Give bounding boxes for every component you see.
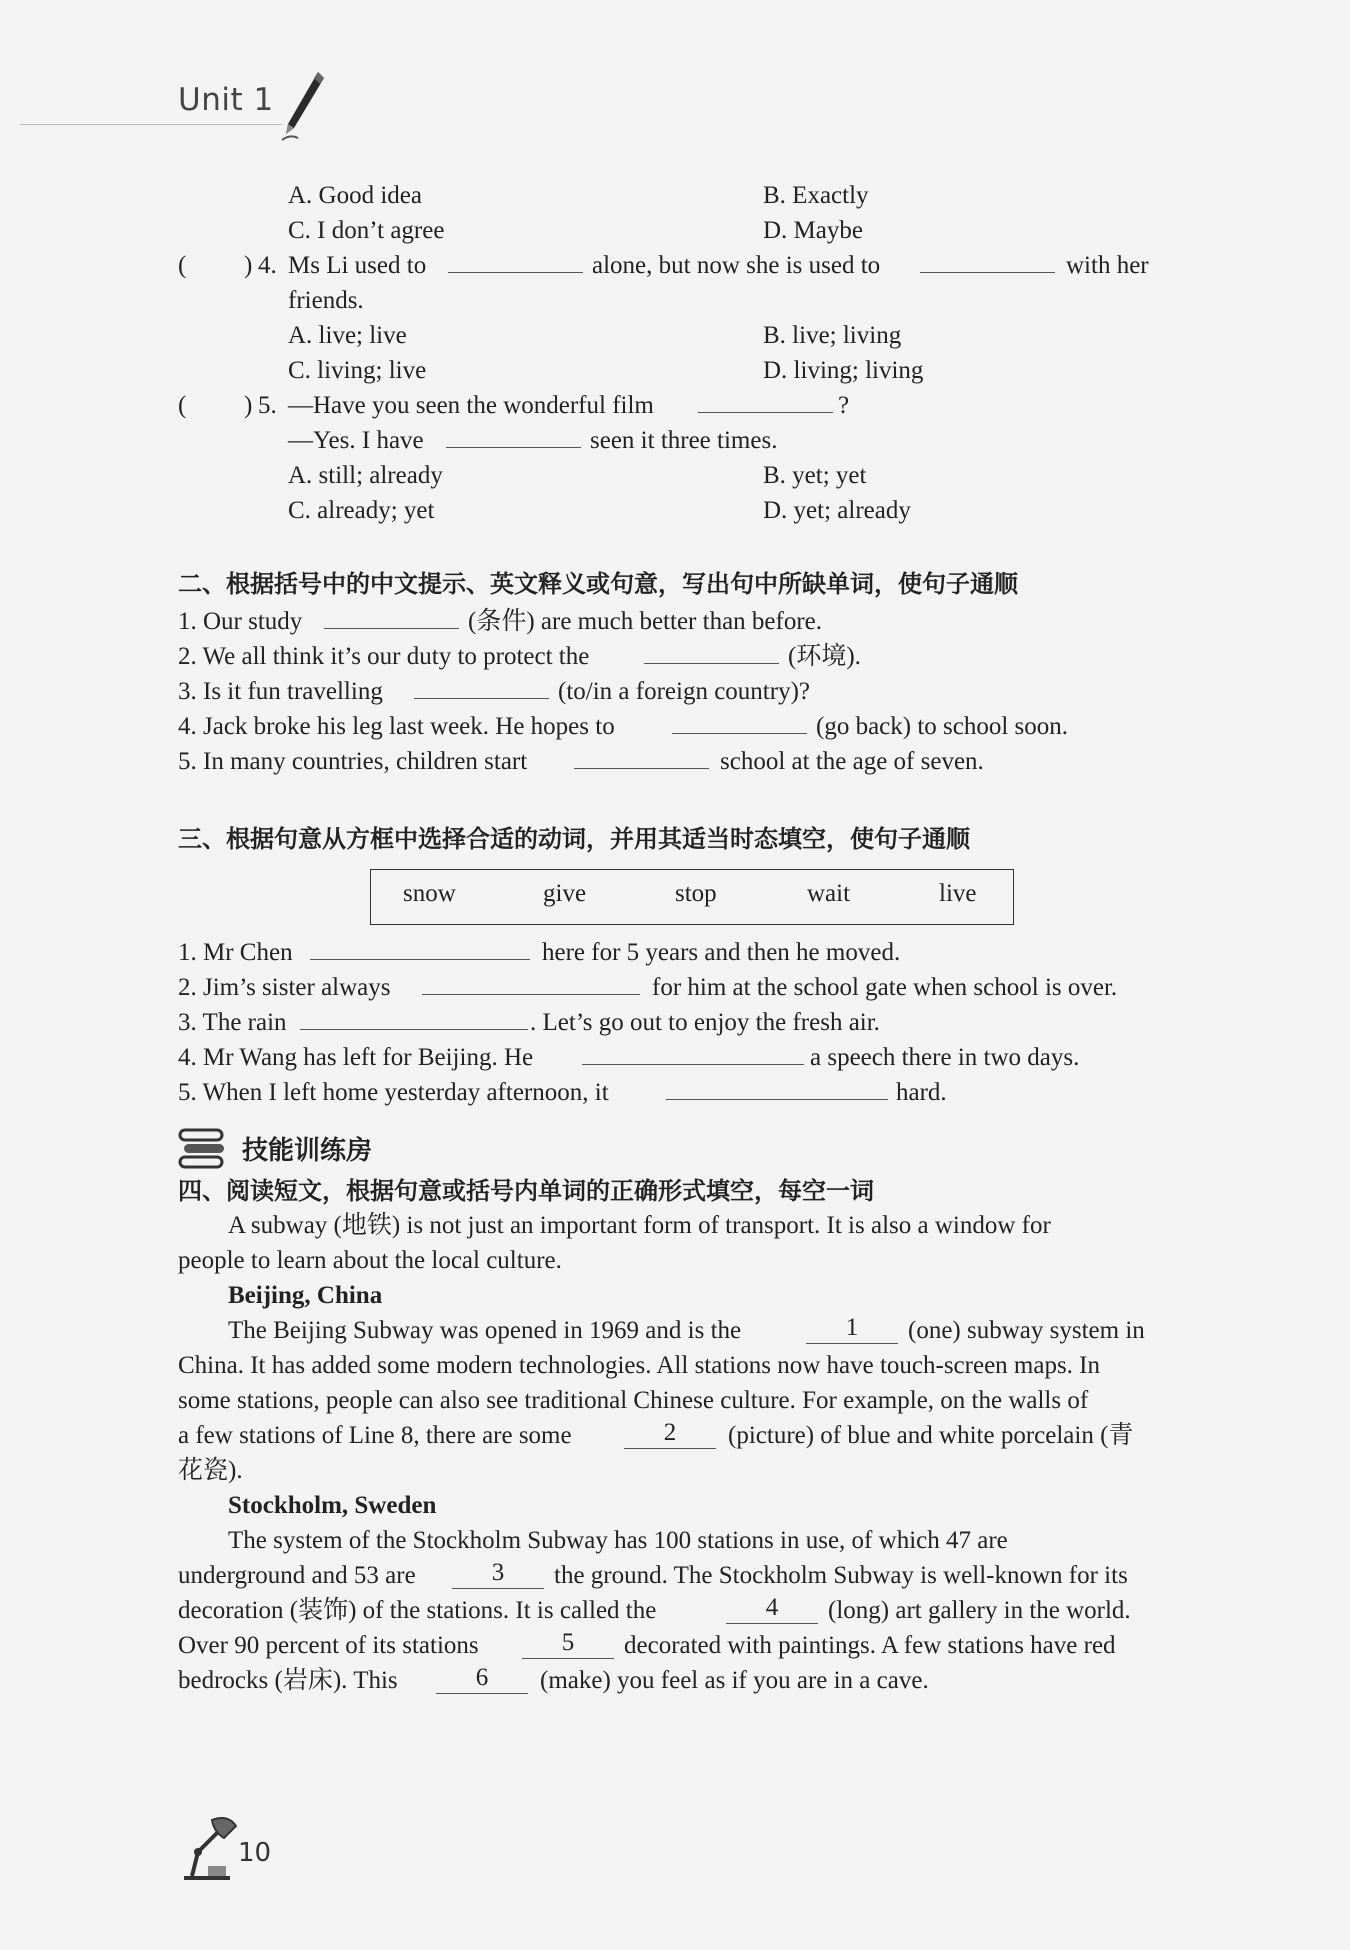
answer-paren-open: ( — [178, 392, 187, 419]
option-d: D. living; living — [763, 357, 924, 384]
item-text: . Let’s go out to enjoy the fresh air. — [530, 1009, 880, 1036]
option-b: B. live; living — [763, 322, 902, 349]
header — [178, 82, 274, 118]
option-c: C. I don’t agree — [288, 217, 445, 244]
question-number: 5. — [258, 392, 277, 419]
subheading-beijing: Beijing, China — [228, 1282, 383, 1309]
passage-text: The system of the Stockholm Subway has 100 stations in use, of which 47 are — [228, 1527, 1008, 1554]
answer-paren-close: ) — [244, 252, 253, 279]
numbered-blank[interactable]: 2 — [624, 1418, 716, 1449]
section-3-item — [178, 1075, 1208, 1110]
question-text: alone, but now she is used to — [592, 252, 881, 279]
answer-blank[interactable] — [644, 639, 779, 664]
answer-blank[interactable] — [300, 1005, 528, 1030]
item-text: hard. — [896, 1079, 947, 1106]
main-content — [178, 178, 1208, 1698]
passage-text: underground and 53 are — [178, 1562, 416, 1589]
item-text: for him at the school gate when school is over. — [652, 974, 1118, 1001]
passage-text: (long) art gallery in the world. — [828, 1597, 1131, 1624]
answer-blank[interactable] — [422, 970, 640, 995]
item-text: 2. Jim’s sister always — [178, 974, 391, 1001]
question-text: with her — [1066, 252, 1149, 279]
item-text: 3. The rain — [178, 1009, 287, 1036]
skills-banner — [178, 1126, 1208, 1174]
passage-text: 花瓷). — [178, 1457, 243, 1484]
subheading-stockholm: Stockholm, Sweden — [228, 1492, 437, 1519]
unit-title: Unit 1 — [178, 82, 274, 118]
item-text: (go back) to school soon. — [816, 713, 1069, 740]
options-row — [178, 493, 1208, 528]
item-text: 2. We all think it’s our duty to protect the — [178, 643, 590, 670]
question-5-line2 — [178, 423, 1208, 458]
section-2-heading: 二、根据括号中的中文提示、英文释义或句意，写出句中所缺单词，使句子通顺 — [178, 570, 1018, 598]
answer-blank[interactable] — [698, 388, 833, 413]
numbered-blank[interactable]: 3 — [452, 1558, 544, 1589]
item-text: 4. Mr Wang has left for Beijing. He — [178, 1044, 534, 1071]
section-3-item — [178, 935, 1208, 970]
options-row — [178, 318, 1208, 353]
passage-text: (make) you feel as if you are in a cave. — [540, 1667, 929, 1694]
word-option: give — [543, 880, 587, 907]
options-row — [178, 178, 1208, 213]
section-2-item — [178, 604, 1208, 639]
answer-blank[interactable] — [414, 674, 549, 699]
question-text: friends. — [288, 287, 364, 314]
option-c: C. already; yet — [288, 497, 435, 524]
question-text: ? — [838, 392, 850, 419]
item-text: a speech there in two days. — [810, 1044, 1080, 1071]
item-text: (环境). — [788, 643, 861, 670]
numbered-blank[interactable]: 4 — [726, 1593, 818, 1624]
passage-text: China. It has added some modern technologies. All stations now have touch-screen maps. In — [178, 1352, 1101, 1379]
item-text: 3. Is it fun travelling — [178, 678, 383, 705]
word-box — [370, 869, 1014, 925]
options-row — [178, 458, 1208, 493]
numbered-blank[interactable]: 5 — [522, 1628, 614, 1659]
section-3-item — [178, 1005, 1208, 1040]
numbered-blank[interactable]: 6 — [436, 1663, 528, 1694]
question-4-cont — [178, 283, 1208, 318]
answer-blank[interactable] — [672, 709, 807, 734]
word-option: snow — [403, 880, 456, 907]
item-text: 4. Jack broke his leg last week. He hopes to — [178, 713, 615, 740]
option-d: D. Maybe — [763, 217, 863, 244]
section-2-item — [178, 639, 1208, 674]
answer-blank[interactable] — [666, 1075, 888, 1100]
passage-text: people to learn about the local culture. — [178, 1247, 562, 1274]
question-5 — [178, 388, 1208, 423]
item-text: school at the age of seven. — [720, 748, 984, 775]
section-3-item — [178, 970, 1208, 1005]
option-a: A. live; live — [288, 322, 407, 349]
question-text: seen it three times. — [590, 427, 778, 454]
option-a: A. still; already — [288, 462, 443, 489]
passage-text: decorated with paintings. A few stations have red — [624, 1632, 1116, 1659]
section-4-heading: 四、阅读短文，根据句意或括号内单词的正确形式填空，每空一词 — [178, 1177, 874, 1205]
question-text: Ms Li used to — [288, 252, 427, 279]
passage-text: some stations, people can also see traditional Chinese culture. For example, on the walls of — [178, 1387, 1089, 1414]
item-text: 5. In many countries, children start — [178, 748, 528, 775]
reading-passage — [178, 1208, 1208, 1698]
skills-title: 技能训练房 — [242, 1136, 373, 1166]
item-text: (条件) are much better than before. — [468, 608, 823, 635]
answer-blank[interactable] — [448, 248, 583, 273]
section-3-heading: 三、根据句意从方框中选择合适的动词，并用其适当时态填空，使句子通顺 — [178, 825, 970, 853]
passage-text: a few stations of Line 8, there are some — [178, 1422, 572, 1449]
answer-paren-close: ) — [244, 392, 253, 419]
item-text: (to/in a foreign country)? — [558, 678, 810, 705]
pen-icon — [280, 70, 326, 142]
word-option: stop — [675, 880, 717, 907]
passage-text: (picture) of blue and white porcelain (青 — [728, 1422, 1134, 1449]
book-stack-icon — [178, 1126, 226, 1170]
item-text: 1. Mr Chen — [178, 939, 293, 966]
question-text: —Have you seen the wonderful film — [288, 392, 654, 419]
passage-text: The Beijing Subway was opened in 1969 and is the — [228, 1317, 742, 1344]
desk-lamp-icon — [178, 1812, 240, 1882]
passage-text: bedrocks (岩床). This — [178, 1667, 398, 1694]
page-number: 10 — [238, 1838, 272, 1868]
answer-blank[interactable] — [920, 248, 1055, 273]
option-b: B. Exactly — [763, 182, 869, 209]
section-3-item — [178, 1040, 1208, 1075]
word-option: wait — [807, 880, 851, 907]
answer-blank[interactable] — [574, 744, 709, 769]
section-2-item — [178, 709, 1208, 744]
question-text: —Yes. I have — [288, 427, 424, 454]
option-d: D. yet; already — [763, 497, 911, 524]
passage-text: Over 90 percent of its stations — [178, 1632, 479, 1659]
answer-blank[interactable] — [446, 423, 581, 448]
item-text: 5. When I left home yesterday afternoon, it — [178, 1079, 609, 1106]
options-row — [178, 353, 1208, 388]
passage-text: (one) subway system in — [908, 1317, 1145, 1344]
option-c: C. living; live — [288, 357, 427, 384]
word-option: live — [939, 880, 977, 907]
item-text: here for 5 years and then he moved. — [542, 939, 901, 966]
answer-blank[interactable] — [310, 935, 530, 960]
passage-text: decoration (装饰) of the stations. It is called the — [178, 1597, 657, 1624]
options-row — [178, 213, 1208, 248]
option-b: B. yet; yet — [763, 462, 867, 489]
passage-text: A subway (地铁) is not just an important form of transport. It is also a window for — [228, 1212, 1051, 1239]
answer-paren-open: ( — [178, 252, 187, 279]
passage-text: the ground. The Stockholm Subway is well-known for its — [554, 1562, 1128, 1589]
header-rule — [20, 124, 282, 125]
option-a: A. Good idea — [288, 182, 422, 209]
numbered-blank[interactable]: 1 — [806, 1313, 898, 1344]
question-4 — [178, 248, 1208, 283]
section-2-item — [178, 674, 1208, 709]
answer-blank[interactable] — [324, 604, 459, 629]
answer-blank[interactable] — [582, 1040, 804, 1065]
item-text: 1. Our study — [178, 608, 303, 635]
question-number: 4. — [258, 252, 277, 279]
section-2-item — [178, 744, 1208, 779]
